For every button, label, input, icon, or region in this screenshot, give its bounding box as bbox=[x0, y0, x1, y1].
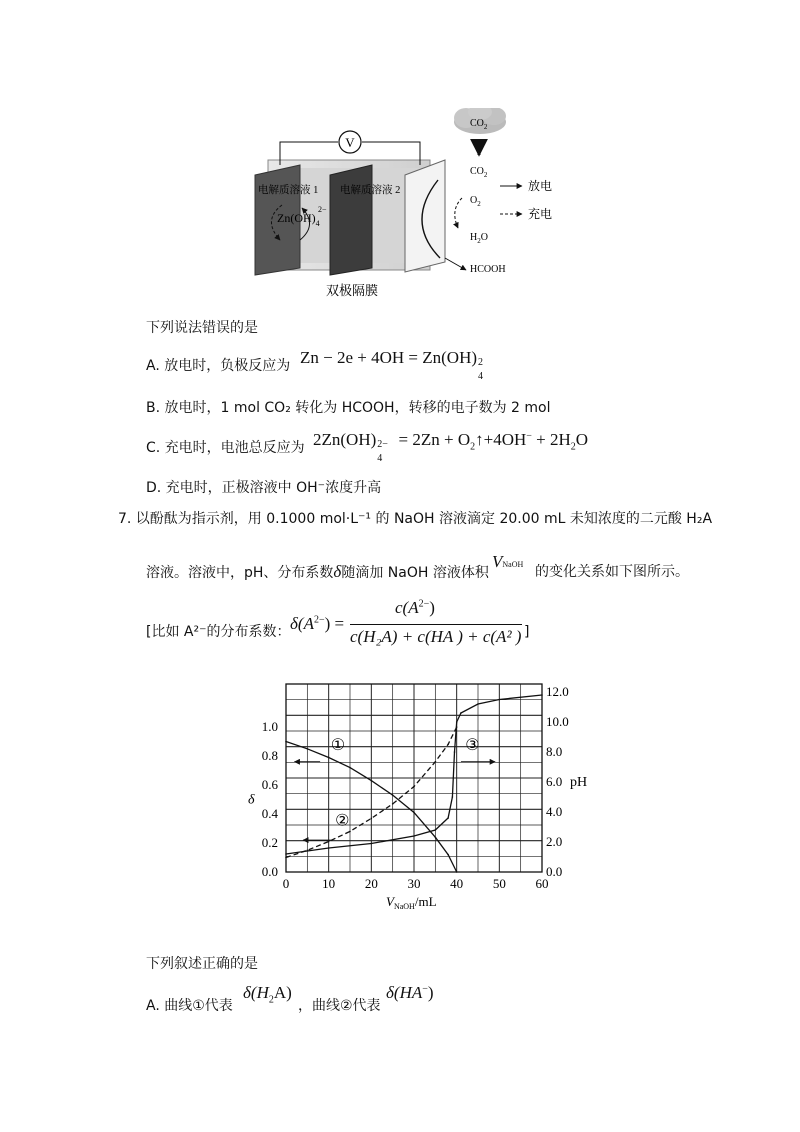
fraction-bar bbox=[350, 624, 522, 625]
voltmeter-label: V bbox=[345, 135, 355, 150]
data-point bbox=[477, 703, 479, 705]
y-left-tick-label: 1.0 bbox=[261, 719, 278, 734]
y-left-tick-label: 0.6 bbox=[261, 777, 278, 792]
data-point bbox=[413, 835, 415, 837]
data-point bbox=[371, 843, 373, 845]
q7-line2-end: 的变化关系如下图所示。 bbox=[535, 564, 689, 580]
data-point bbox=[349, 767, 351, 769]
data-point bbox=[285, 857, 287, 859]
o2-label: $O_2$ bbox=[470, 195, 481, 208]
q6-option-d: D. 充电时，正极溶液中 OH⁻浓度升高 bbox=[146, 480, 382, 496]
y-right-tick-label: 10.0 bbox=[546, 714, 569, 729]
y-right-tick-label: 6.0 bbox=[546, 774, 563, 789]
data-point bbox=[307, 748, 309, 750]
membrane-label: 双极隔膜 bbox=[325, 283, 379, 298]
data-point bbox=[371, 780, 373, 782]
y-right-tick-label: 0.0 bbox=[546, 864, 563, 879]
q6-option-c-formula: 2Zn(OH) 2− 4 = $2Zn + O_2↑+4OH^- + 2H_2O$ bbox=[313, 430, 589, 464]
x-tick-label: 20 bbox=[364, 876, 378, 891]
data-point bbox=[447, 744, 449, 746]
data-point bbox=[447, 817, 449, 819]
data-point bbox=[456, 871, 458, 873]
q7-after-stem: 下列叙述正确的是 bbox=[146, 956, 258, 972]
bipolar-membrane bbox=[330, 165, 372, 275]
y-right-tick-label: 8.0 bbox=[546, 744, 563, 759]
x-tick-label: 0 bbox=[282, 876, 290, 891]
q6-option-c: C. 充电时，电池总反应为 bbox=[146, 440, 305, 456]
q7-example-lhs: $\delta(A^{2-})$ = bbox=[290, 614, 345, 633]
co2-in-label: $CO_2$ bbox=[470, 166, 488, 179]
data-point bbox=[328, 847, 330, 849]
q7-option-a: A. 曲线①代表 bbox=[146, 998, 233, 1014]
x-axis-label: $V_{NaOH}/mL$ bbox=[386, 894, 437, 911]
curve-label-2: ② bbox=[335, 812, 350, 830]
y-left-tick-label: 0.0 bbox=[261, 864, 278, 879]
zincate-label: $Zn(OH)_4$ bbox=[277, 211, 320, 228]
data-point bbox=[413, 812, 415, 814]
x-tick-label: 40 bbox=[450, 876, 464, 891]
q7-option-a-mid: ，曲线②代表 bbox=[298, 998, 381, 1014]
y-right-axis-label: pH bbox=[570, 775, 588, 790]
q7-line2: 溶液。溶液中，pH、分布系数δ随滴加 NaOH 溶液体积 bbox=[146, 562, 489, 581]
data-point bbox=[285, 741, 287, 743]
y-left-tick-label: 0.2 bbox=[261, 835, 278, 850]
data-point bbox=[285, 853, 287, 855]
data-point bbox=[454, 751, 456, 753]
q7-line1: 7. 以酚酞为指示剂，用 0.1000 mol·L⁻¹ 的 NaOH 溶液滴定 20.00 mL 未知浓度的二元酸 H₂A bbox=[118, 511, 713, 527]
y-right-tick-label: 4.0 bbox=[546, 804, 563, 819]
y-right-tick-label: 2.0 bbox=[546, 834, 563, 849]
data-point bbox=[328, 757, 330, 759]
data-point bbox=[413, 786, 415, 788]
curve-label-1: ① bbox=[330, 737, 346, 755]
x-tick-label: 10 bbox=[322, 876, 336, 891]
q7-example-numerator: $c(A^{2-})$ bbox=[395, 598, 435, 617]
data-point bbox=[328, 841, 330, 843]
data-point bbox=[499, 699, 501, 701]
x-tick-label: 50 bbox=[492, 876, 506, 891]
y-left-tick-label: 0.4 bbox=[261, 806, 278, 821]
q6-option-b: B. 放电时，1 mol CO₂ 转化为 HCOOH，转移的电子数为 2 mol bbox=[146, 400, 551, 416]
data-point bbox=[435, 829, 437, 831]
svg-text:2−: 2− bbox=[318, 205, 327, 214]
legend-discharge: 放电 bbox=[528, 179, 553, 193]
h2o-label: $H_2O$ bbox=[470, 232, 488, 245]
q7-example-prefix: [比如 A²⁻的分布系数： bbox=[146, 624, 291, 640]
q6-option-a-formula: Zn − 2e + 4OH = Zn(OH) 2 4 bbox=[300, 348, 484, 382]
data-point bbox=[435, 761, 437, 763]
electrolyte-2-label: 电解质溶液 2 bbox=[340, 185, 401, 196]
y-right-tick-label: 12.0 bbox=[546, 684, 569, 699]
data-point bbox=[460, 712, 462, 714]
y-left-tick-label: 0.8 bbox=[261, 748, 278, 763]
data-point bbox=[541, 694, 543, 696]
q7-option-a-formula1: $\delta(H_2A)$ bbox=[243, 983, 292, 1006]
curve-label-3: ③ bbox=[465, 737, 480, 755]
data-point bbox=[392, 794, 394, 796]
x-tick-label: 60 bbox=[535, 876, 549, 891]
carbon-electrode bbox=[405, 160, 445, 272]
co2-cloud-label: $CO_2$ bbox=[470, 118, 488, 131]
x-tick-label: 30 bbox=[407, 876, 421, 891]
data-point bbox=[447, 854, 449, 856]
q7-option-a-formula2: δ(HA−) bbox=[386, 983, 434, 1002]
legend-charge: 充电 bbox=[528, 207, 553, 221]
q7-example-denominator: c(H₂A) + c(HA ) + c(A² ) bbox=[350, 627, 522, 646]
battery-cell-diagram bbox=[240, 108, 570, 303]
data-point bbox=[452, 796, 454, 798]
electrolyte-1-label: 电解质溶液 1 bbox=[258, 185, 319, 196]
data-point bbox=[456, 721, 458, 723]
q6-stem: 下列说法错误的是 bbox=[146, 320, 258, 336]
y-left-axis-label: δ bbox=[248, 792, 255, 808]
q7-example-suffix: ] bbox=[524, 624, 530, 640]
q7-volume-symbol: VNaOH bbox=[492, 552, 524, 571]
data-point bbox=[392, 803, 394, 805]
data-point bbox=[371, 818, 373, 820]
data-point bbox=[349, 831, 351, 833]
titration-chart bbox=[220, 672, 590, 922]
hcooh-label: HCOOH bbox=[470, 264, 506, 275]
data-point bbox=[435, 836, 437, 838]
q6-option-a: A. 放电时，负极反应为 bbox=[146, 358, 291, 374]
